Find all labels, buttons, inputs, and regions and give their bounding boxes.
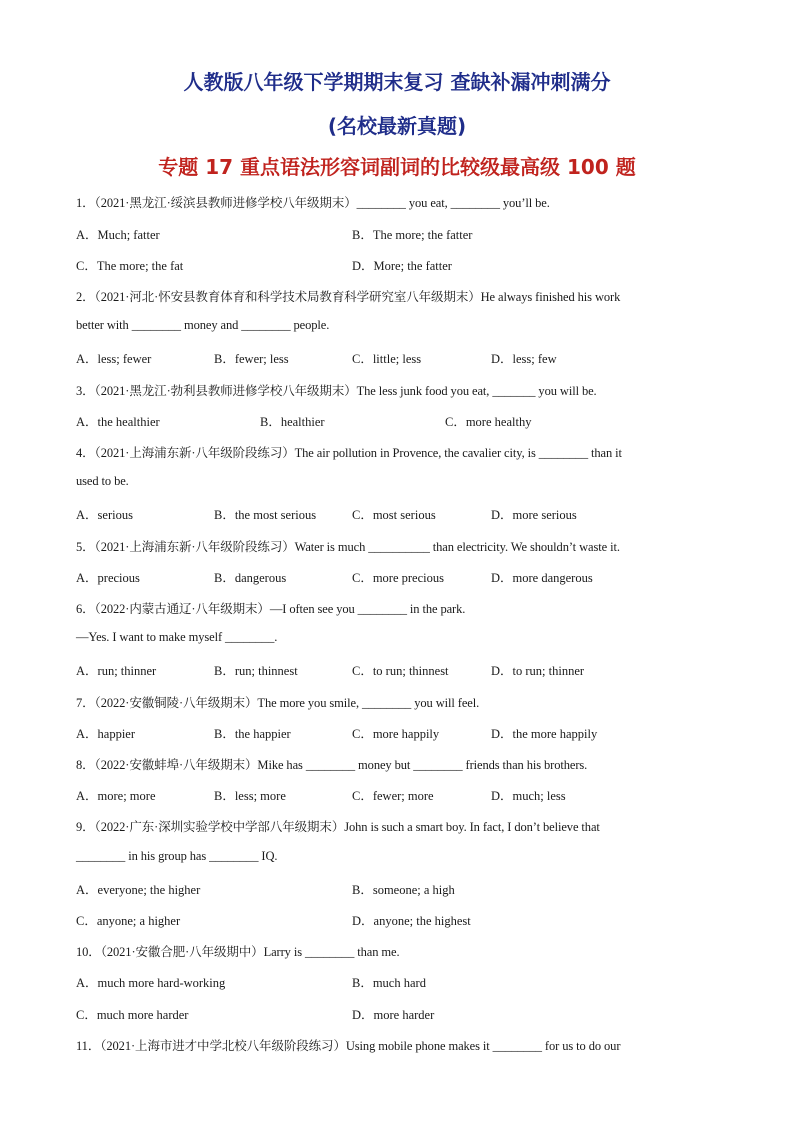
question-3-option-a: A．the healthier	[76, 415, 160, 429]
question-8-option-d: D．much; less	[491, 789, 566, 803]
question-4-option-a: A．serious	[76, 508, 133, 522]
question-10-stem: 10．（2021·安徽合肥·八年级期中）Larry is ________ than me.	[76, 945, 400, 959]
question-1-option-d: D．More; the fatter	[352, 259, 452, 273]
question-10-option-c: C．much more harder	[76, 1008, 189, 1022]
question-7-option-b: B．the happier	[214, 727, 291, 741]
question-4-option-c: C．most serious	[352, 508, 436, 522]
question-6-option-c: C．to run; thinnest	[352, 664, 449, 678]
question-6-option-b: B．run; thinnest	[214, 664, 298, 678]
question-3-stem: 3．（2021·黑龙江·勃利县教师进修学校八年级期末）The less junk food you eat, _______ you will be.	[76, 384, 597, 398]
question-9-stem: 9．（2022·广东·深圳实验学校中学部八年级期末）John is such a smart boy. In fact, I don’t believe that	[76, 820, 600, 834]
document-title: 人教版八年级下学期期末复习 查缺补漏冲刺满分	[183, 70, 611, 94]
question-9-option-c: C．anyone; a higher	[76, 914, 181, 928]
topic-title: 专题 17 重点语法形容词副词的比较级最高级 100 题	[158, 155, 636, 179]
question-2-option-c: C．little; less	[352, 352, 422, 366]
question-2-stem: 2．（2021·河北·怀安县教育体育和科学技术局教育科学研究室八年级期末）He always finished his work	[76, 290, 621, 304]
question-6-option-a: A．run; thinner	[76, 664, 157, 678]
question-1-option-a: A．Much; fatter	[76, 228, 160, 242]
question-9-option-a: A．everyone; the higher	[76, 883, 201, 897]
question-1-option-c: C．The more; the fat	[76, 259, 184, 273]
question-11-stem: 11．（2021·上海市进才中学北校八年级阶段练习）Using mobile phone makes it ________ for us to do our	[76, 1039, 621, 1053]
question-7-option-d: D．the more happily	[491, 727, 598, 741]
question-6-option-d: D．to run; thinner	[491, 664, 585, 678]
question-4-stem-cont: used to be.	[76, 474, 129, 488]
question-10-option-b: B．much hard	[352, 976, 426, 990]
question-7-option-c: C．more happily	[352, 727, 440, 741]
question-2-option-b: B．fewer; less	[214, 352, 289, 366]
question-8-option-a: A．more; more	[76, 789, 156, 803]
question-2-option-d: D．less; few	[491, 352, 557, 366]
document-subtitle: (名校最新真题)	[327, 114, 467, 138]
question-6-stem-cont: —Yes. I want to make myself ________.	[76, 630, 278, 644]
question-10-option-a: A．much more hard-working	[76, 976, 226, 990]
question-8-stem: 8．（2022·安徽蚌埠·八年级期末）Mike has ________ money but ________ friends than his brothers.	[76, 758, 588, 772]
question-2-stem-cont: better with ________ money and ________ people.	[76, 318, 330, 332]
question-5-stem: 5．（2021·上海浦东新·八年级阶段练习）Water is much __________ than electricity. We shouldn’t waste it.	[76, 540, 620, 554]
question-5-option-d: D．more dangerous	[491, 571, 593, 585]
question-6-stem: 6．（2022·内蒙古通辽·八年级期末）—I often see you ________ in the park.	[76, 602, 466, 616]
question-8-option-b: B．less; more	[214, 789, 286, 803]
question-8-option-c: C．fewer; more	[352, 789, 434, 803]
question-1-option-b: B．The more; the fatter	[352, 228, 473, 242]
question-4-option-d: D．more serious	[491, 508, 577, 522]
question-5-option-b: B．dangerous	[214, 571, 287, 585]
question-9-option-b: B．someone; a high	[352, 883, 455, 897]
question-5-option-a: A．precious	[76, 571, 140, 585]
question-4-stem: 4．（2021·上海浦东新·八年级阶段练习）The air pollution in Provence, the cavalier city, is ________ than it	[76, 446, 622, 460]
question-3-option-c: C．more healthy	[445, 415, 532, 429]
question-7-option-a: A．happier	[76, 727, 136, 741]
question-9-option-d: D．anyone; the highest	[352, 914, 471, 928]
question-1-stem: 1．（2021·黑龙江·绥滨县教师进修学校八年级期末）________ you eat, ________ you’ll be.	[76, 196, 550, 210]
question-7-stem: 7．（2022·安徽铜陵·八年级期末）The more you smile, ________ you will feel.	[76, 696, 480, 710]
question-3-option-b: B．healthier	[260, 415, 325, 429]
question-9-stem-cont: ________ in his group has ________ IQ.	[76, 849, 278, 863]
question-10-option-d: D．more harder	[352, 1008, 435, 1022]
question-2-option-a: A．less; fewer	[76, 352, 152, 366]
question-4-option-b: B．the most serious	[214, 508, 317, 522]
question-5-option-c: C．more precious	[352, 571, 444, 585]
